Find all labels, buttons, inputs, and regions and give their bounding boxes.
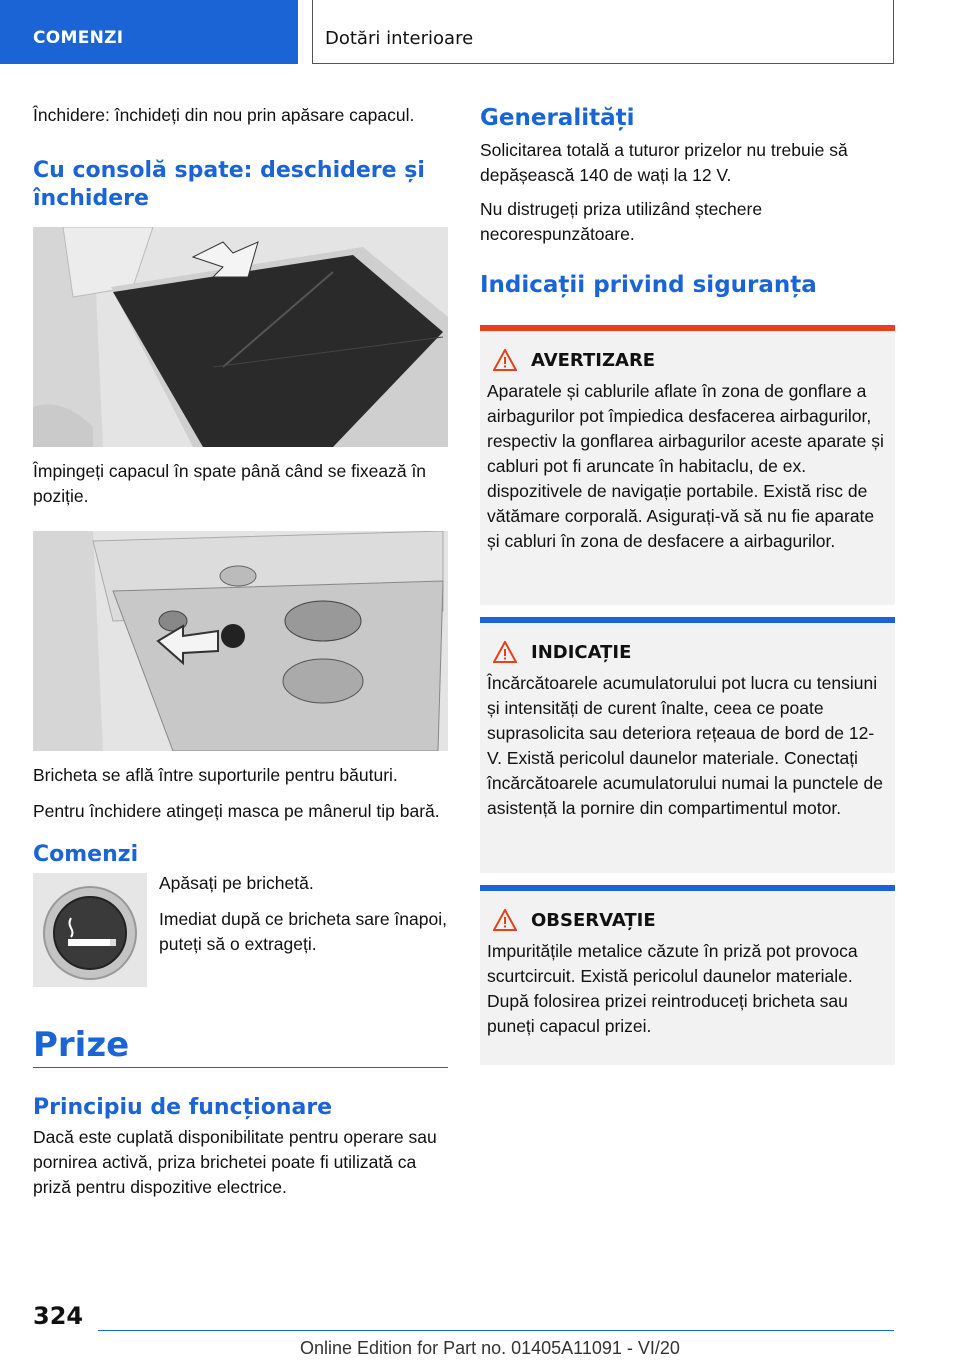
para-general-1: Solicitarea totală a tuturor prizelor nu trebuie să depășească 140 de wați la 12 V. — [480, 140, 848, 185]
para-general-2: Nu distrugeți priza utilizând ștechere necorespunzătoare. — [480, 199, 763, 244]
heading-comenzi: Comenzi — [33, 842, 139, 867]
footer-divider — [98, 1330, 894, 1331]
warning-triangle-icon — [493, 909, 517, 931]
lighter-row — [33, 873, 448, 987]
right-column — [480, 100, 895, 1065]
chapter-title: Dotări interioare — [325, 28, 474, 49]
warning-label: AVERTIZARE — [531, 349, 656, 371]
lighter-instructions — [159, 871, 448, 987]
heading-safety: Indicații privind siguranța — [480, 272, 817, 298]
note-label: OBSERVAȚIE — [531, 909, 656, 931]
left-column — [33, 100, 448, 1200]
heading-console: Cu consolă spate: deschidere și închidere — [33, 158, 425, 211]
cupholder-lighter-illustration — [33, 531, 448, 751]
notice-text: Încărcătoarele acumulatorului pot lucra cu tensiuni și intensități de curent înalte, ceea ce poate suprasolicita sau deteriora rețeaua de bord de 12-V. Există pericolul daunelor materiale. Conectați încărcătoarele acumulatorului numai la punctele de asistență la pornire din compartimentul motor. — [487, 673, 883, 818]
para-principiu: Dacă este cuplată disponibilitate pentru operare sau pornirea activă, priza brichetei poate fi utilizată ca priză pentru dispozitive electrice. — [33, 1127, 437, 1197]
para-close-mask: Pentru închidere atingeți masca pe mânerul tip bară. — [33, 801, 440, 821]
lighter-button-illustration — [33, 873, 147, 987]
chapter-header — [312, 0, 894, 64]
section-tab — [0, 0, 298, 64]
para-push: Împingeți capacul în spate până când se fixează în poziție. — [33, 461, 427, 506]
note-bar — [480, 885, 895, 891]
warning-bar — [480, 325, 895, 331]
heading-general: Generalități — [480, 105, 635, 131]
para-press: Apăsați pe brichetă. — [159, 873, 314, 893]
page-number: 324 — [33, 1302, 84, 1330]
para-close: Închidere: închideți din nou prin apăsare capacul. — [33, 105, 415, 125]
warning-triangle-icon — [493, 641, 517, 663]
warning-box-avertizare — [480, 325, 895, 605]
warning-triangle-icon — [493, 349, 517, 371]
para-lighter-location: Bricheta se află între suporturile pentru băuturi. — [33, 765, 398, 785]
para-pull: Imediat după ce bricheta sare înapoi, puteți să o extrageți. — [159, 909, 447, 954]
warning-text: Aparatele și cablurile aflate în zona de gonflare a airbagurilor pot împiedica desfacerea airbagurilor, respectiv la gonflarea airbagurilor aceste aparate și cabluri pot fi aruncate în habitaclu, de ex. dispozitivele de navigație portabile. Există risc de vătămare corporală. Asigurați-vă să nu fie aparate și cabluri în zona de desfacere a airbagurilor. — [487, 381, 884, 551]
section-label: COMENZI — [33, 28, 124, 48]
heading-prize: Prize — [33, 1025, 130, 1065]
warning-box-observatie — [480, 885, 895, 1065]
heading-principiu: Principiu de funcționare — [33, 1095, 333, 1120]
warning-box-indicatie — [480, 617, 895, 873]
notice-bar — [480, 617, 895, 623]
note-text: Impuritățile metalice căzute în priză pot provoca scurtcircuit. Există pericolul daunelor materiale. După folosirea prizei reintroduceți bricheta sau puneți capacul prizei. — [487, 941, 858, 1036]
edition-info: Online Edition for Part no. 01405A11091 - VI/20 — [300, 1338, 680, 1358]
prize-divider — [33, 1067, 448, 1068]
console-cover-illustration — [33, 227, 448, 447]
notice-label: INDICAȚIE — [531, 641, 632, 663]
